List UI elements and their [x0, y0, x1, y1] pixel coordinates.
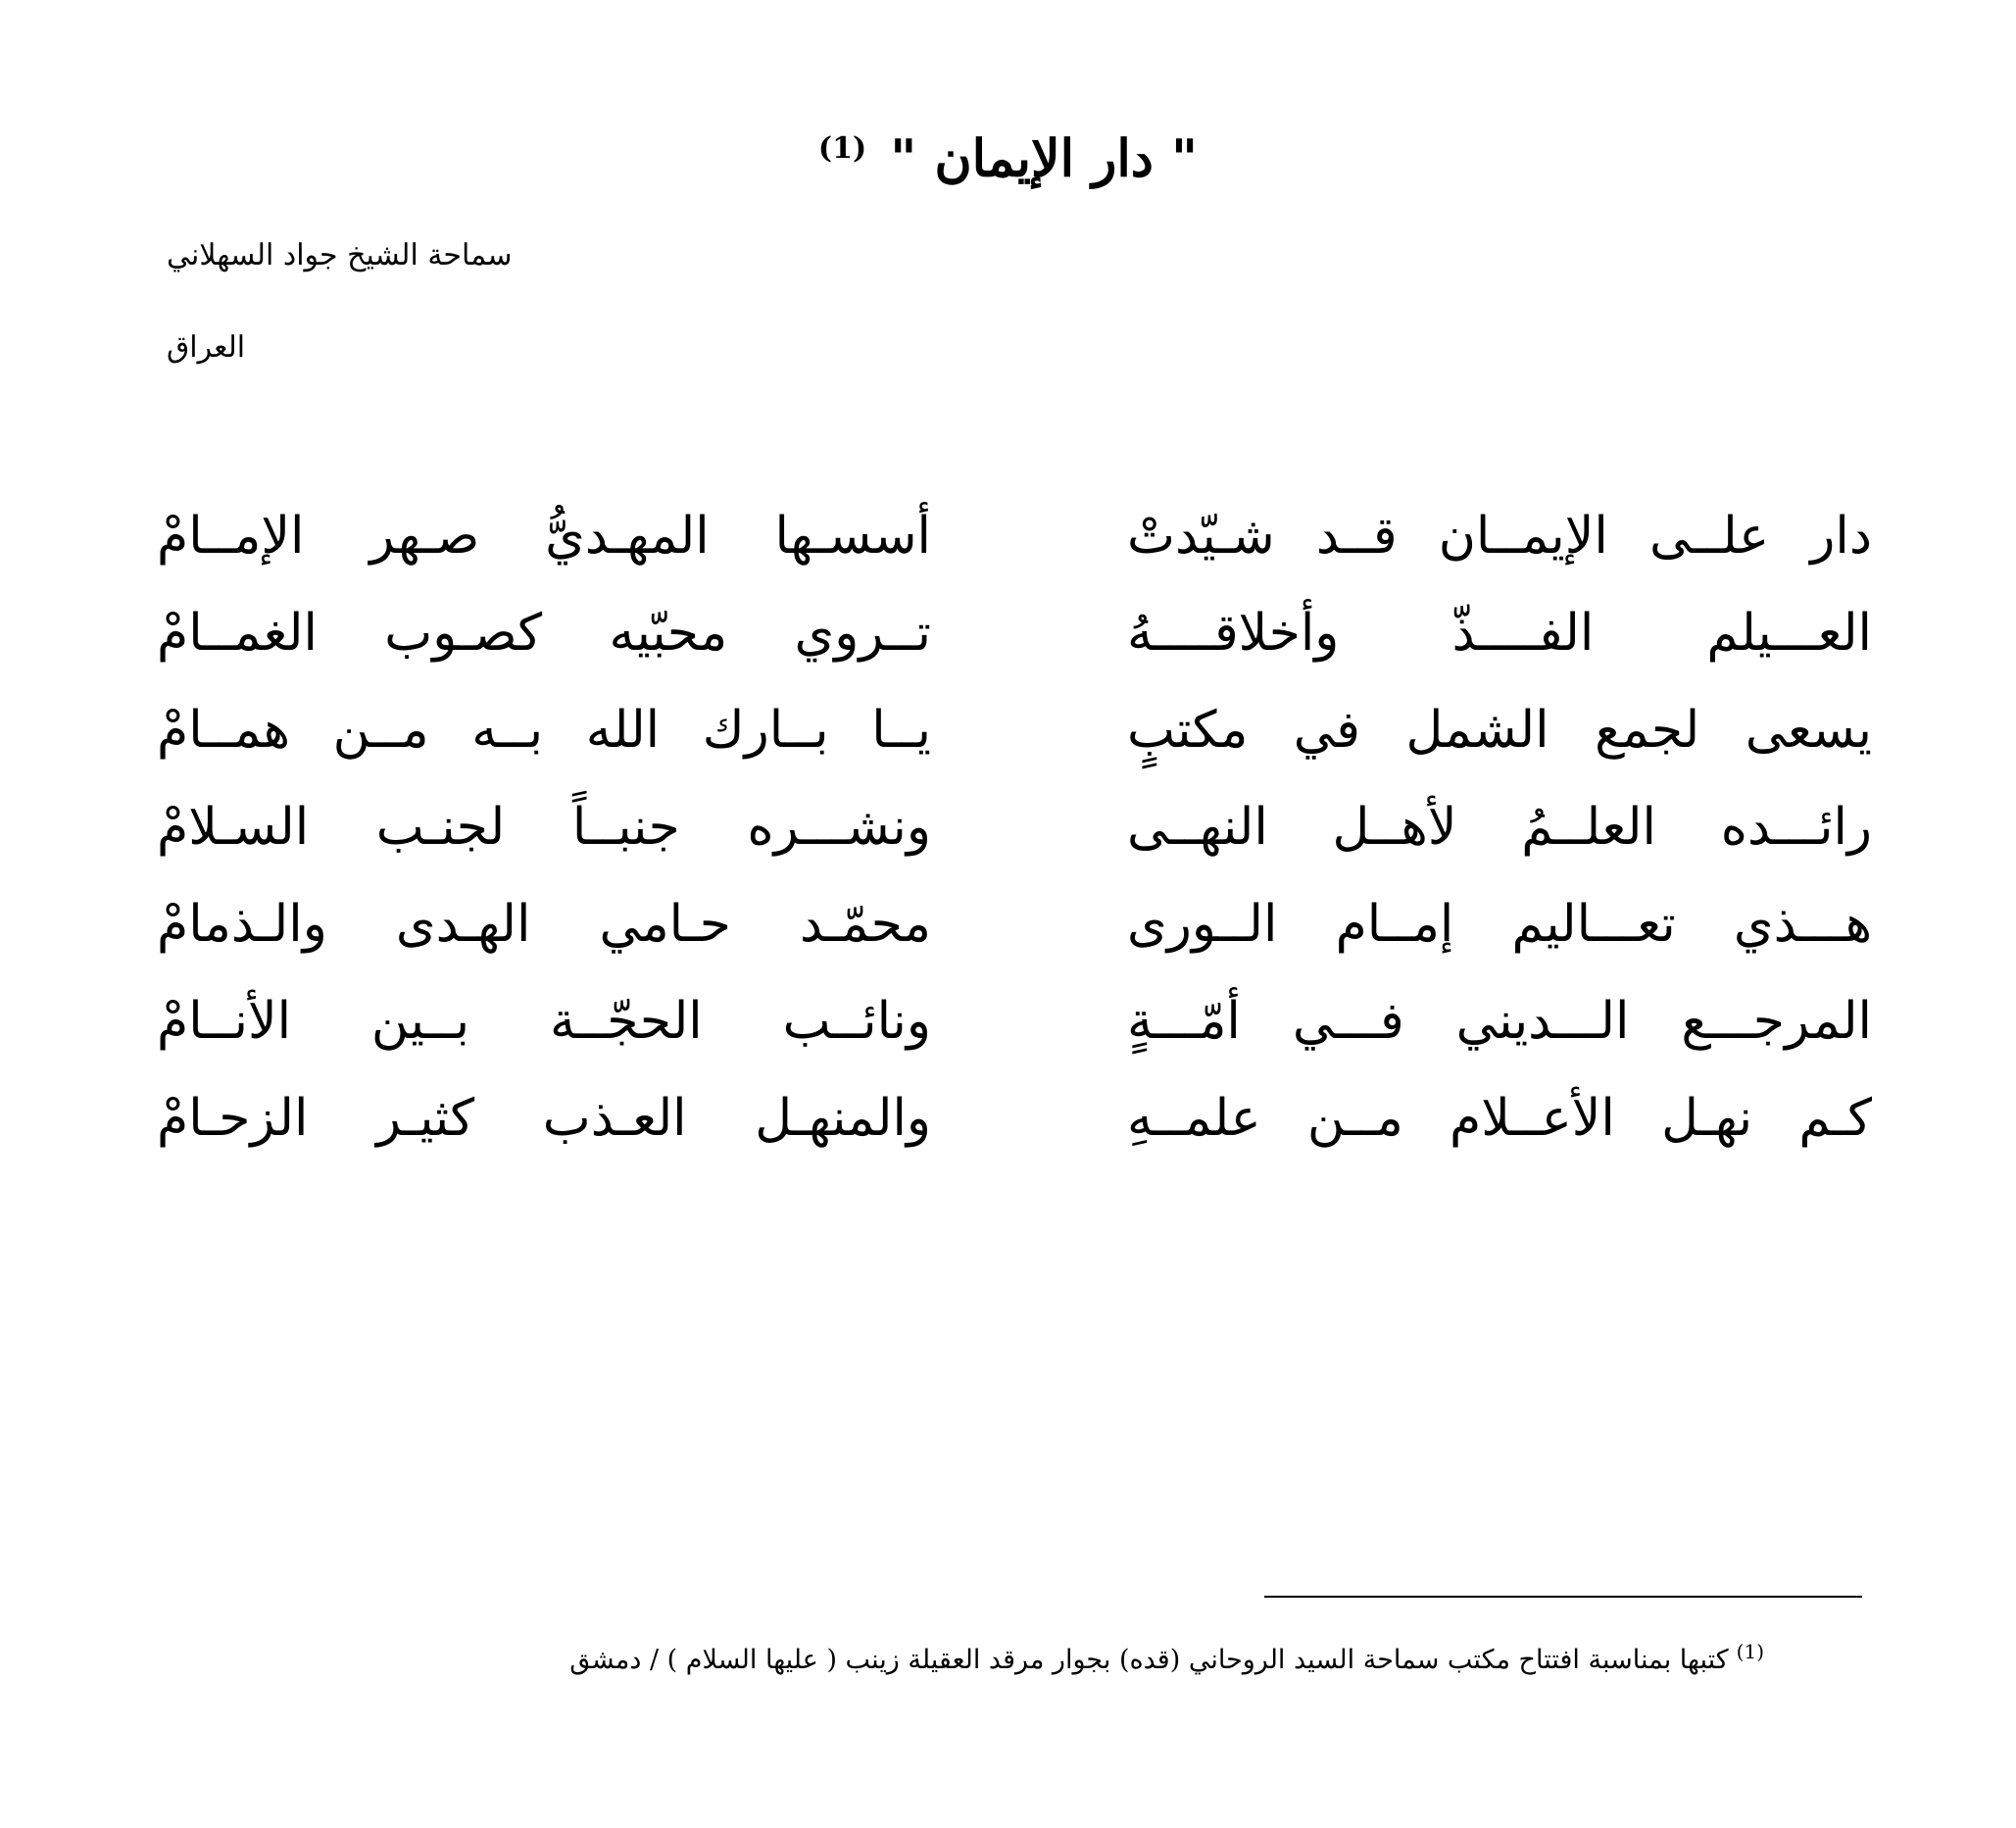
verse-second-hemistich: تــروي محبّيه كصـوب الغمــامْ: [157, 604, 931, 663]
author-name: سماحة الشيخ جواد السهلاني: [167, 238, 513, 272]
poem-title: [0, 110, 2016, 198]
verse-first-hemistich: دار علــى الإيمــان قــد شـيّدتْ: [1127, 507, 1872, 566]
verse-second-hemistich: ونائــب الحجّــة بــين الأنــامْ: [157, 992, 931, 1051]
verse-line: [157, 876, 1872, 973]
verse-second-hemistich: يــا بــارك الله بــه مــن همــامْ: [157, 701, 931, 760]
footnote-text: كتبها بمناسبة افتتاح مكتب سماحة السيد الروحاني (قده) بجوار مرقد العقيلة زينب ( عليها السلام ) / دمشق: [569, 1645, 1729, 1675]
author-country: العراق: [167, 330, 246, 365]
verse-line: [157, 973, 1872, 1070]
verse-line: [157, 585, 1872, 682]
verse-first-hemistich: هـــذي تعـــاليم إمــام الــورى: [1127, 895, 1872, 954]
footnote-separator: [1264, 1596, 1862, 1598]
verse-second-hemistich: محمّـد حـامي الهـدى والـذمامْ: [157, 895, 931, 954]
verse-first-hemistich: كـم نهـل الأعــلام مــن علمــهِ: [1127, 1089, 1872, 1148]
verse-line: [157, 682, 1872, 779]
verse-first-hemistich: العـــيلم الفــــذّ وأخلاقــــهُ: [1127, 604, 1872, 663]
verse-second-hemistich: ونشـــره جنبــاً لجنـب السـلامْ: [157, 798, 931, 857]
title-footnote-marker: (1): [817, 131, 867, 166]
verse-first-hemistich: رائـــده العلــمُ لأهــل النهــى: [1127, 798, 1872, 857]
verse-first-hemistich: المرجـــع الـــديني فـــي أمّـــةٍ: [1127, 992, 1872, 1051]
verse-second-hemistich: والمنهـل العـذب كثيـر الزحـامْ: [157, 1089, 931, 1148]
footnote: [0, 1627, 1764, 1685]
footnote-marker: (1): [1736, 1640, 1764, 1663]
verse-line: [157, 1070, 1872, 1167]
verse-line: [157, 488, 1872, 585]
verse-line: [157, 779, 1872, 876]
verse-second-hemistich: أسسـها المهـديُّ صـهر الإمــامْ: [157, 507, 931, 566]
verse-first-hemistich: يسعى لجمع الشمل في مكتبٍ: [1127, 701, 1872, 760]
poem-body: [157, 488, 1872, 1167]
poem-title-text: " دار الإيمان ": [890, 128, 1199, 189]
